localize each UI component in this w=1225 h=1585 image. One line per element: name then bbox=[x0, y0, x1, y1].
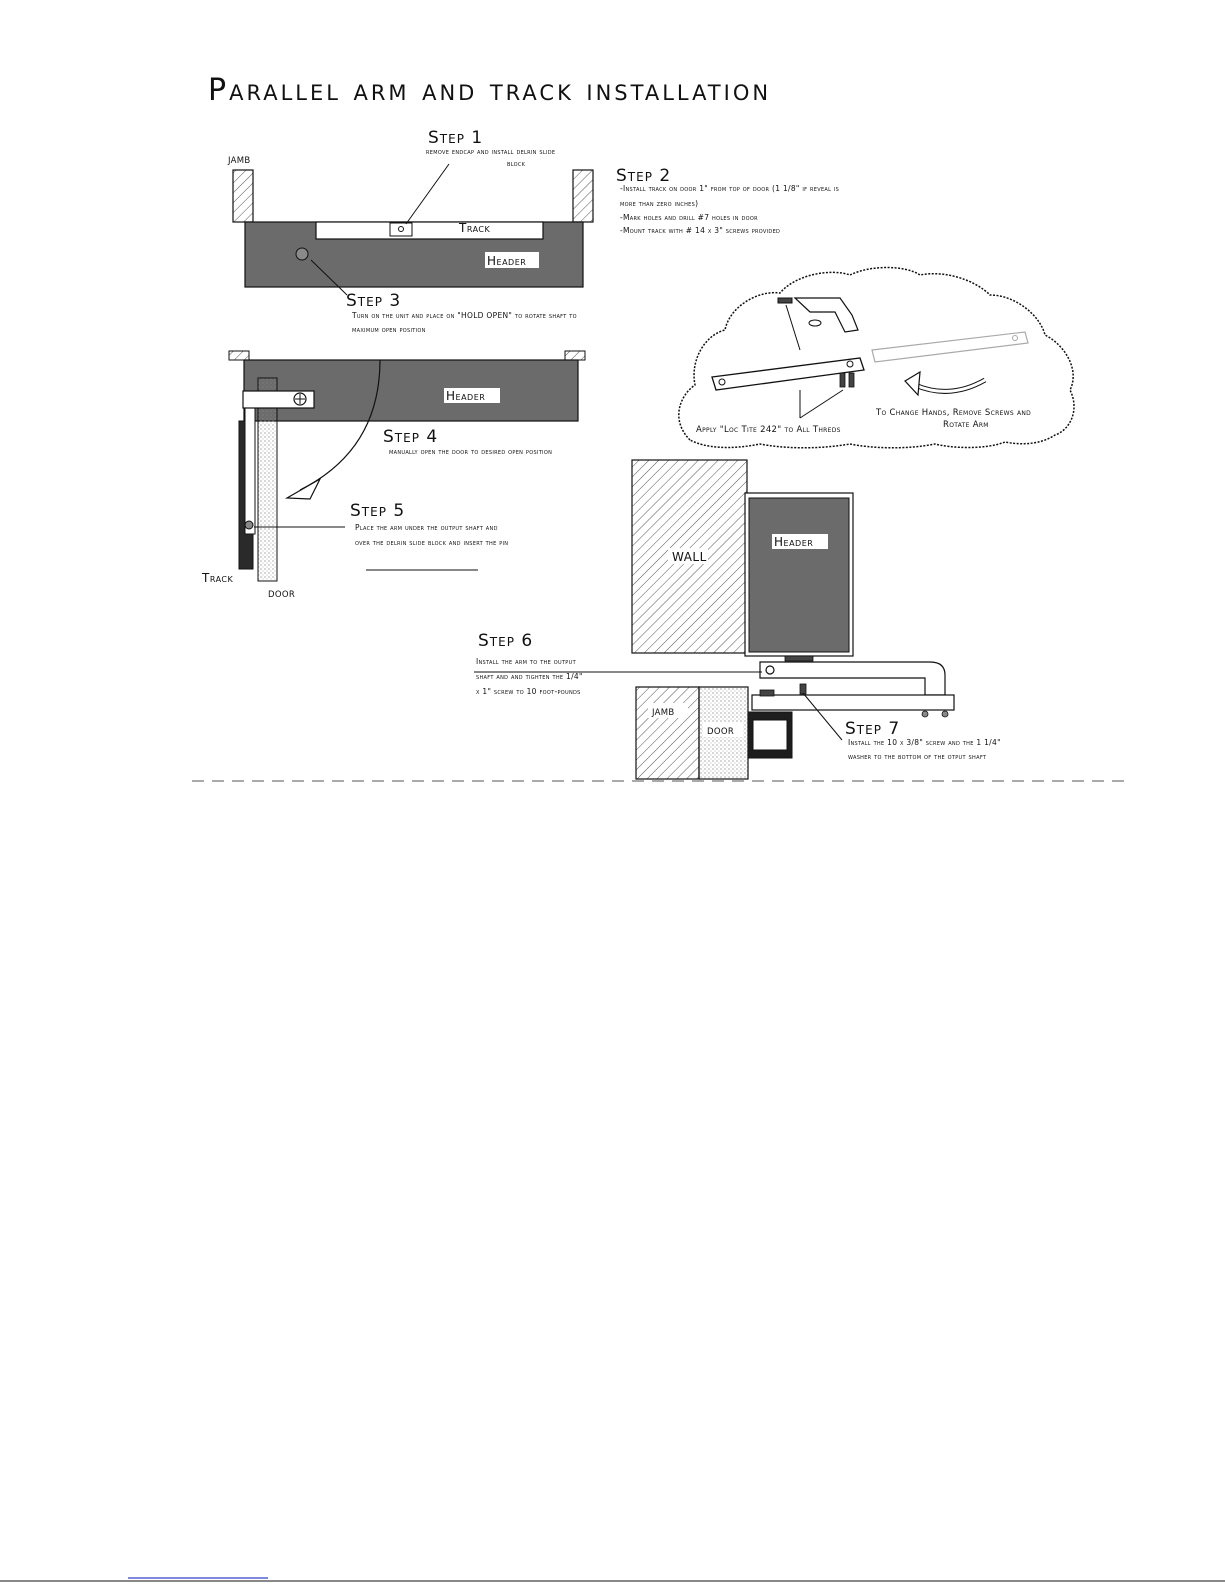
step2-heading: Step 2 bbox=[616, 166, 672, 186]
step3-heading: Step 3 bbox=[346, 291, 402, 311]
jamb-block-side bbox=[636, 687, 699, 779]
label-loctite: Apply "Loc Tite 242" to All Threds bbox=[696, 425, 841, 435]
step6-line2: shaft and and tighten the 1/4" bbox=[476, 672, 583, 681]
swing-arrow-icon bbox=[287, 479, 320, 499]
step4-line1: manually open the door to desired open position bbox=[389, 447, 553, 456]
step5-heading: Step 5 bbox=[350, 501, 406, 521]
track-bar bbox=[316, 222, 543, 239]
step7-line1: Install the 10 x 3/8" screw and the 1 1/4" bbox=[848, 738, 1001, 747]
track-foot-icon-1 bbox=[922, 711, 928, 717]
top-view-track bbox=[227, 156, 593, 295]
arm-vertical bbox=[245, 392, 255, 534]
step4-heading: Step 4 bbox=[383, 427, 439, 447]
label-header-side: Header bbox=[774, 535, 814, 549]
step6-heading: Step 6 bbox=[478, 631, 534, 651]
bolt-icon bbox=[778, 298, 792, 303]
label-track-side: Track bbox=[202, 571, 234, 585]
track-bracket-inner bbox=[753, 720, 787, 750]
jamb-cap-left bbox=[229, 351, 249, 360]
open-door-view bbox=[201, 351, 585, 600]
label-jamb-top: JAMB bbox=[228, 156, 251, 166]
step2-line1: -Install track on door 1" from top of door (1 1/8" if reveal is bbox=[620, 184, 840, 193]
slide-block bbox=[390, 223, 412, 236]
step3-line1: Turn on the unit and place on "HOLD OPEN" to rotate shaft to bbox=[352, 311, 577, 320]
label-door-side-2: DOOR bbox=[707, 727, 735, 737]
arm-bar-hole-icon-2 bbox=[847, 361, 853, 367]
track-side-view bbox=[752, 695, 954, 710]
step7-line2: washer to the bottom of the otput shaft bbox=[848, 752, 987, 761]
step1-leader-line bbox=[406, 164, 449, 224]
arm-side-screw-icon bbox=[766, 666, 774, 674]
label-track-top: Track bbox=[459, 221, 491, 235]
step1-line1: remove endcap and install delrin slide bbox=[426, 147, 556, 156]
arm-pin-icon bbox=[245, 521, 253, 529]
screw-icon-2 bbox=[849, 373, 854, 387]
label-door-side: DOOR bbox=[268, 590, 296, 600]
step5-line1: Place the arm under the output shaft and bbox=[355, 523, 498, 532]
jamb-left bbox=[233, 170, 253, 222]
page-title: Parallel arm and track installation bbox=[208, 73, 772, 108]
arm-side bbox=[760, 662, 945, 695]
jamb-right bbox=[573, 170, 593, 222]
step2-line2: more than zero inches) bbox=[620, 199, 699, 208]
bottom-screw-icon bbox=[800, 684, 806, 694]
output-shaft-icon bbox=[296, 248, 308, 260]
step1-heading: Step 1 bbox=[428, 128, 484, 148]
cloud-inset bbox=[679, 268, 1074, 448]
screw-icon-1 bbox=[840, 373, 845, 387]
arm-bar-hole-icon bbox=[719, 379, 725, 385]
step5-line2: over the delrin slide block and insert the pin bbox=[355, 538, 509, 547]
label-change-hands-2: Rotate Arm bbox=[943, 420, 989, 430]
step6-line1: Install the arm to the output bbox=[476, 657, 576, 666]
label-header-top: Header bbox=[487, 254, 527, 268]
washer-icon bbox=[809, 320, 821, 326]
step3-line2: maximum open position bbox=[352, 325, 426, 334]
step2-line4: -Mount track with # 14 x 3" screws provided bbox=[620, 226, 781, 235]
label-header-mid: Header bbox=[446, 389, 486, 403]
step7-heading: Step 7 bbox=[845, 719, 901, 739]
track-foot-icon-2 bbox=[942, 711, 948, 717]
step2-line3: -Mark holes and drill #7 holes in door bbox=[620, 213, 758, 222]
jamb-cap-right bbox=[565, 351, 585, 360]
step6-line3: x 1" screw to 10 foot-pounds bbox=[476, 687, 581, 696]
label-wall: WALL bbox=[672, 550, 707, 564]
slide-block-side bbox=[760, 690, 774, 696]
header-block-side bbox=[749, 498, 849, 652]
label-change-hands-1: To Change Hands, Remove Screws and bbox=[876, 408, 1032, 418]
step1-line2: block bbox=[507, 159, 526, 168]
label-jamb-side: JAMB bbox=[652, 708, 675, 718]
output-shaft-side bbox=[785, 656, 813, 661]
